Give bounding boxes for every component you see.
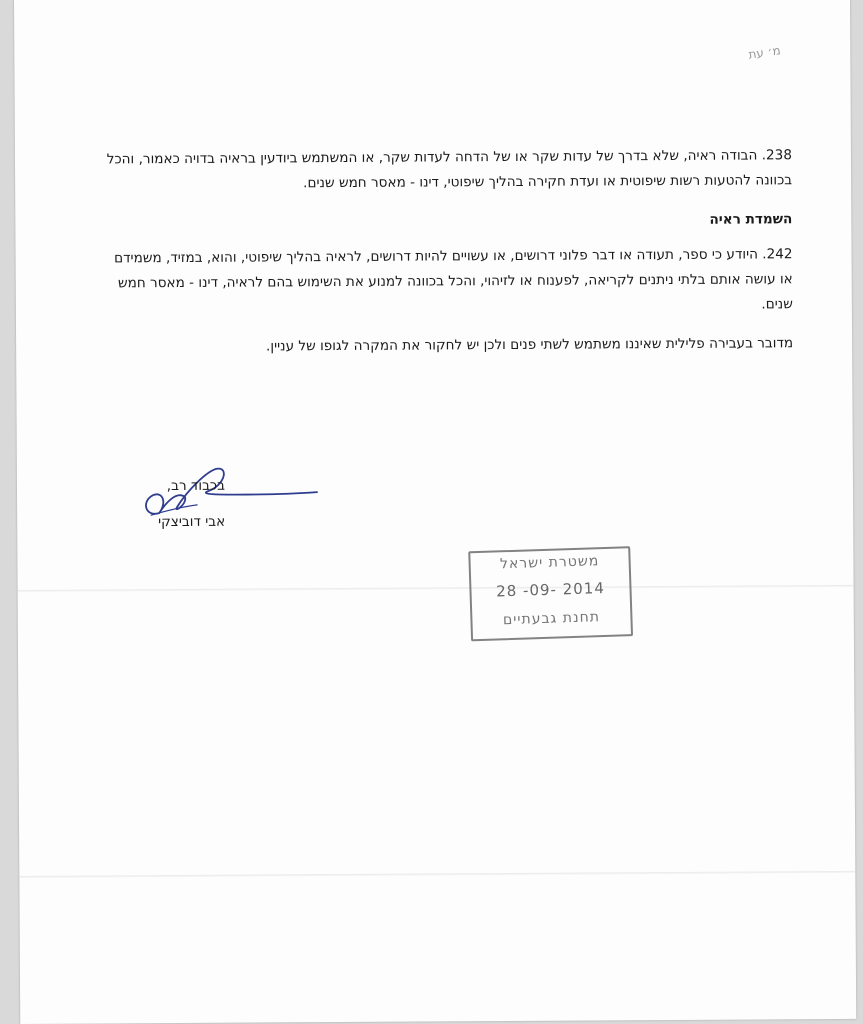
stamp-station: תחנת גבעתיים bbox=[502, 609, 601, 629]
closing-block bbox=[125, 477, 225, 532]
section-heading: השמדת ראיה bbox=[709, 211, 793, 228]
signer-name: אבי דוביצקי bbox=[158, 513, 226, 531]
stamp-date: 28 -09- 2014 bbox=[495, 578, 606, 601]
corner-handwritten-mark: מ׳ עת bbox=[747, 43, 782, 62]
paragraph-section-238: 238. הבודה ראיה, שלא בדרך של עדות שקר או של הדחה לעדות שקר, או המשתמש ביודעין בראיה בדויה כאמור, והכל בכוונה להטעות רשות שיפוטית או ועדת חקירה בהליך שיפוטי, דינו - מאסר חמש שנים. bbox=[106, 147, 793, 192]
closing-greeting: בכבוד רב, bbox=[166, 477, 226, 495]
paragraph-section-242: 242. היודע כי ספר, תעודה או דבר פלוני דרושים, או עשויים להיות דרושים, לראיה בהליך שיפוטי, והוא, במזיד, משמידם או עושה אותם בלתי ניתנים לקריאה, לפענוח או לזיהוי, והכל בכוונה למנוע את השימוש בהם לראיה, דינו - מאסר חמש שנים. bbox=[114, 246, 793, 313]
paper-fold-line bbox=[19, 871, 855, 878]
letter-sheet bbox=[14, 0, 856, 1024]
paragraph-summary: מדובר בעבירה פלילית שאיננו משתמש לשתי פנים ולכן יש לחקור את המקרה לגופו של עניין. bbox=[265, 335, 794, 355]
paper-fold-line bbox=[18, 585, 854, 592]
stamp-organization: משטרת ישראל bbox=[499, 553, 600, 573]
letter-body bbox=[97, 143, 793, 374]
police-received-stamp bbox=[468, 546, 633, 641]
